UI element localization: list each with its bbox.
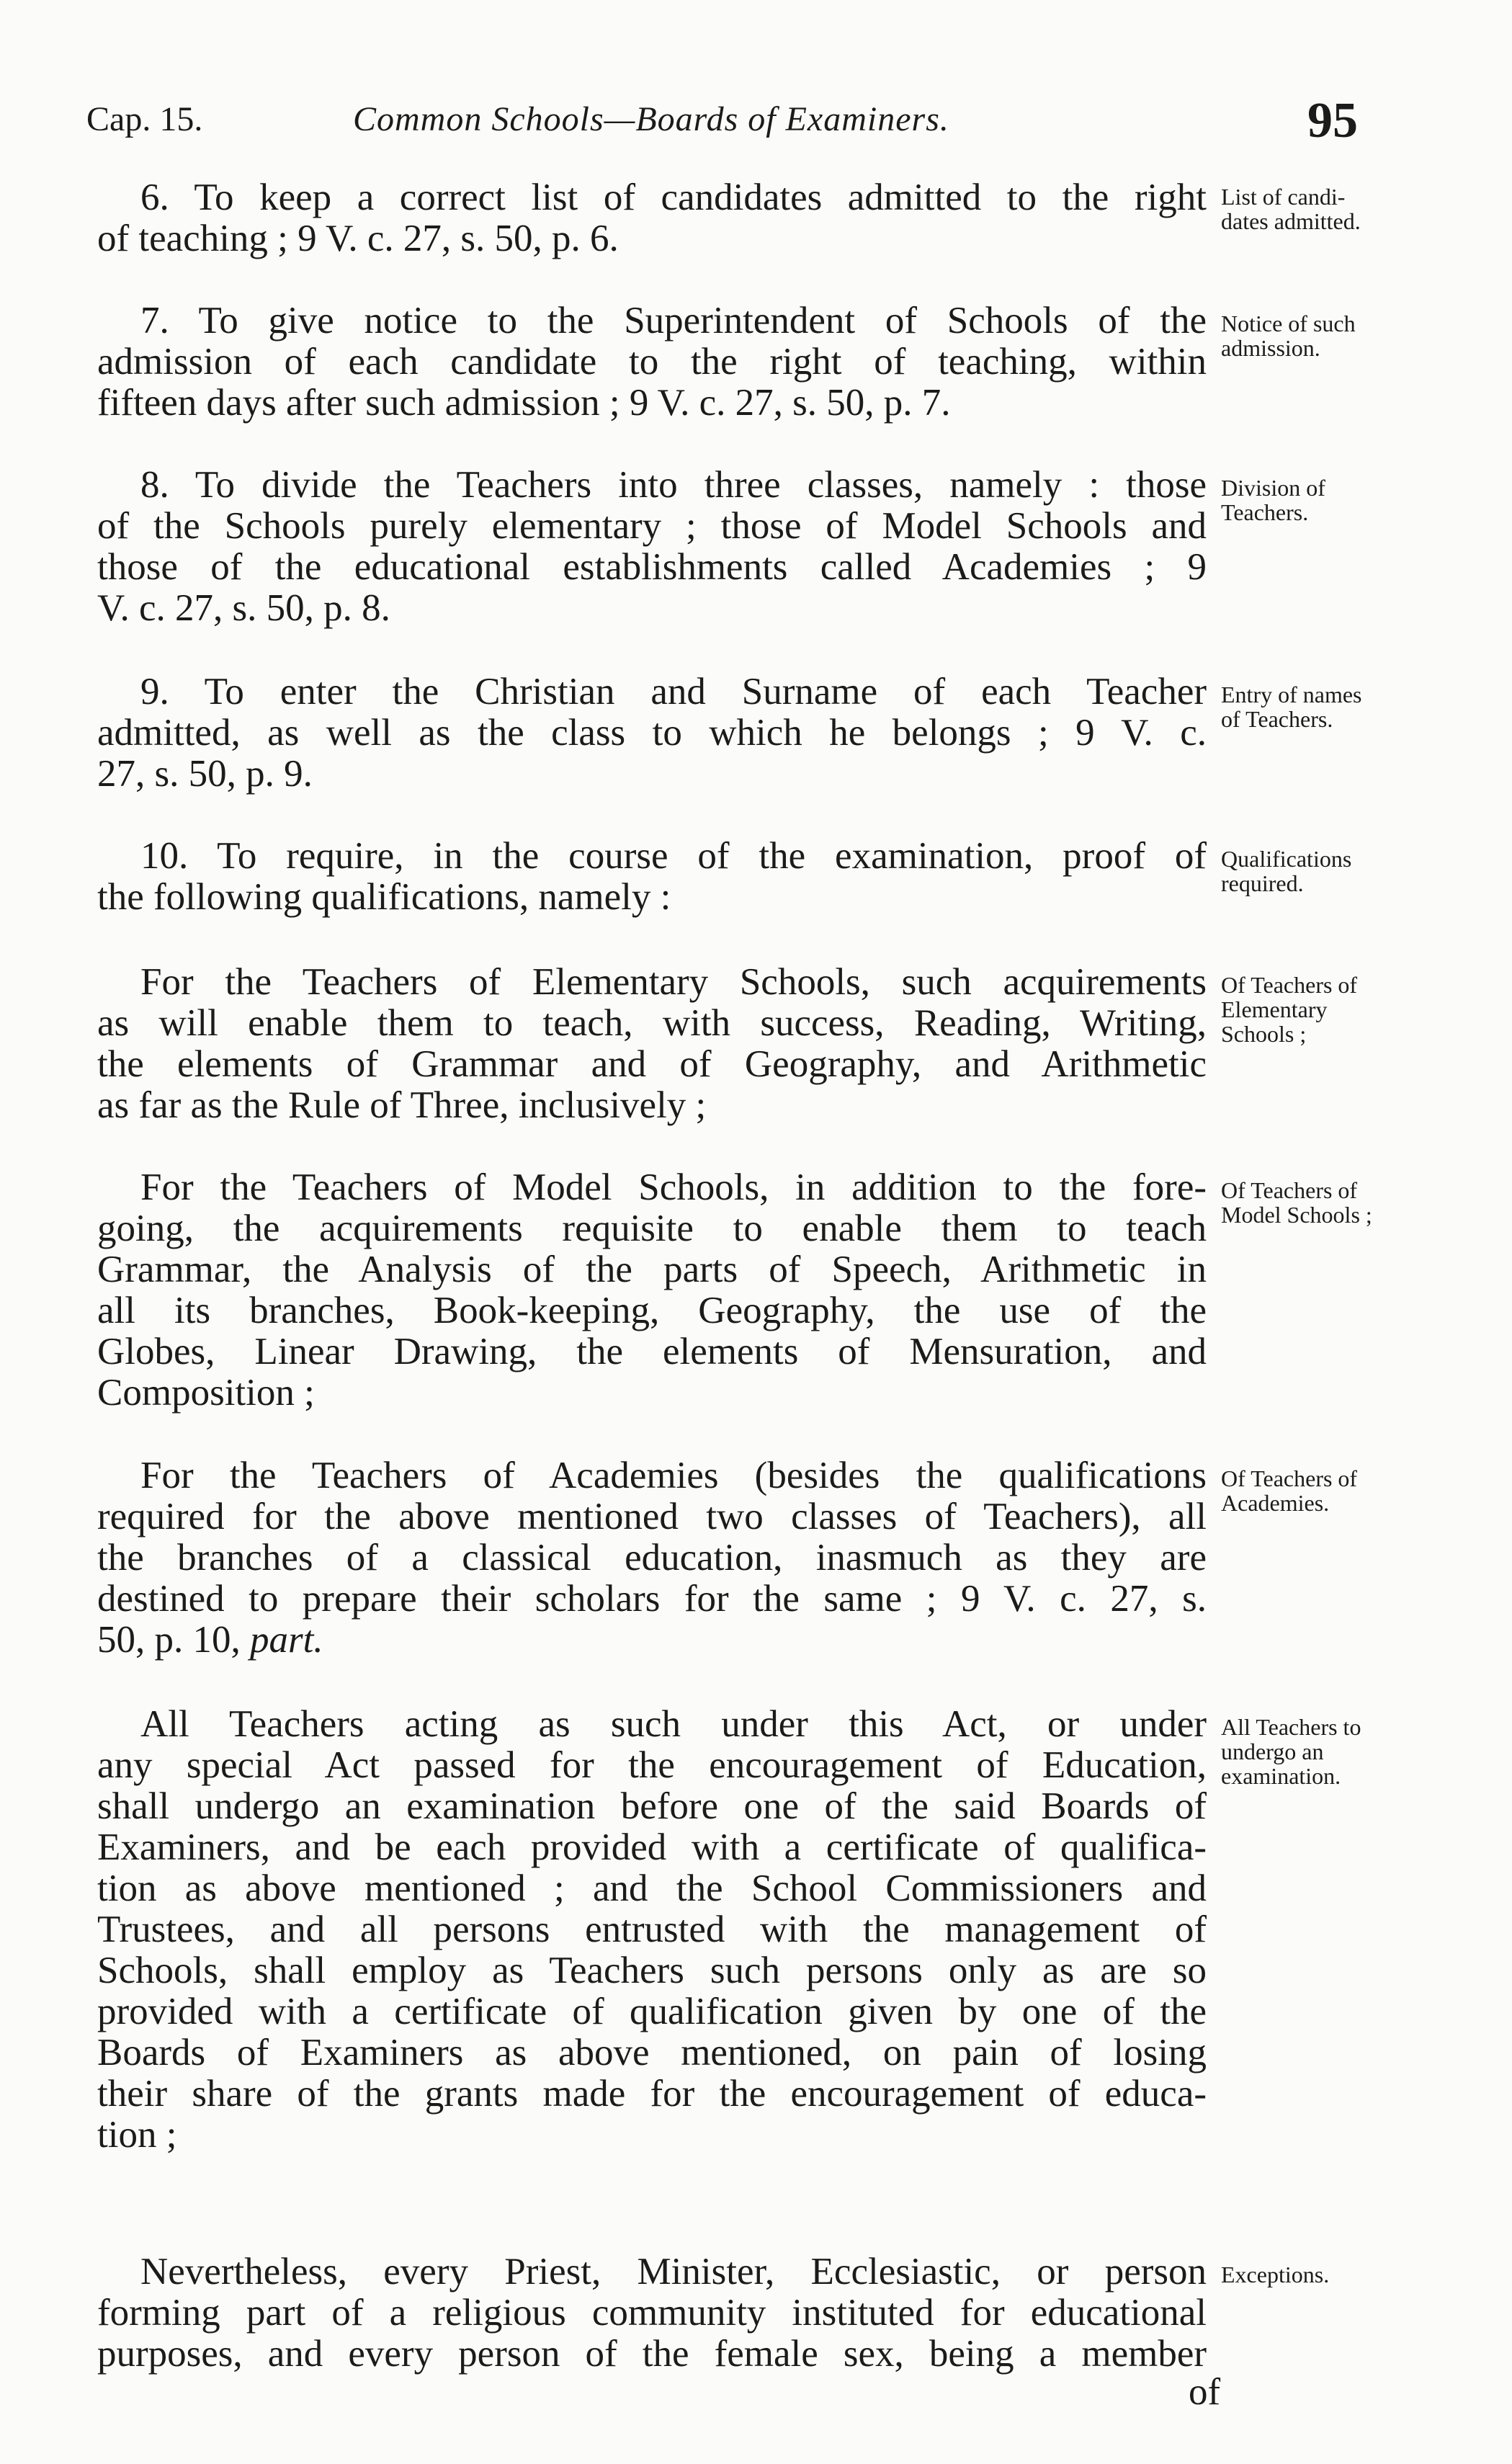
text-line: admission of each candidate to the right of teaching, within bbox=[97, 341, 1207, 383]
running-header bbox=[86, 92, 1419, 157]
margin-note-line: List of candi- bbox=[1221, 184, 1346, 210]
text-line: the following qualifications, namely : bbox=[97, 876, 671, 918]
text-line: For the Teachers of Model Schools, in addition to the fore- bbox=[140, 1166, 1207, 1208]
margin-note-line: examination. bbox=[1221, 1763, 1341, 1789]
text-line: as will enable them to teach, with success, Reading, Writing, bbox=[97, 1002, 1207, 1044]
text-line: 6. To keep a correct list of candidates admitted to the right bbox=[140, 177, 1207, 218]
text-line: the branches of a classical education, inasmuch as they are bbox=[97, 1537, 1207, 1579]
margin-note-line: Of Teachers of bbox=[1221, 1465, 1358, 1491]
running-title: Common Schools—Boards of Examiners. bbox=[353, 100, 949, 138]
text-line: fifteen days after such admission ; 9 V. c. 27, s. 50, p. 7. bbox=[97, 382, 951, 424]
text-line: 27, s. 50, p. 9. bbox=[97, 753, 313, 795]
text-line: Nevertheless, every Priest, Minister, Ecclesiastic, or person bbox=[140, 2251, 1207, 2293]
text-line: destined to prepare their scholars for the same ; 9 V. c. 27, s. bbox=[97, 1578, 1207, 1620]
citation-text: 50, p. 10, bbox=[97, 1619, 250, 1661]
margin-note-list-of-candidates bbox=[1221, 184, 1437, 233]
section-8-paragraph bbox=[97, 465, 1207, 629]
margin-note-line: admission. bbox=[1221, 335, 1320, 361]
text-line: any special Act passed for the encouragement of Education, bbox=[97, 1744, 1207, 1786]
text-line: purposes, and every person of the female sex, being a member bbox=[97, 2333, 1207, 2375]
text-line: Boards of Examiners as above mentioned, on pain of losing bbox=[97, 2032, 1207, 2074]
text-line: provided with a certificate of qualification given by one of the bbox=[97, 1991, 1207, 2032]
text-line: Examiners, and be each provided with a certificate of qualifica- bbox=[97, 1826, 1207, 1868]
margin-note-line: Notice of such bbox=[1221, 311, 1356, 336]
margin-note-line: Qualifications bbox=[1221, 846, 1352, 872]
text-line: as far as the Rule of Three, inclusively ; bbox=[97, 1084, 707, 1126]
text-line bbox=[97, 1620, 1207, 1661]
margin-note-line: All Teachers to bbox=[1221, 1714, 1361, 1740]
margin-note-line: Of Teachers of bbox=[1221, 972, 1358, 998]
text-line: admitted, as well as the class to which he belongs ; 9 V. c. bbox=[97, 712, 1207, 754]
model-schools-paragraph bbox=[97, 1167, 1207, 1414]
text-line: shall undergo an examination before one of the said Boards of bbox=[97, 1785, 1207, 1827]
text-line: Globes, Linear Drawing, the elements of Mensuration, and bbox=[97, 1331, 1207, 1372]
margin-note-line: required. bbox=[1221, 870, 1304, 896]
margin-note-exceptions bbox=[1221, 2262, 1437, 2287]
page-number: 95 bbox=[1307, 93, 1358, 148]
text-line: of teaching ; 9 V. c. 27, s. 50, p. 6. bbox=[97, 218, 619, 259]
margin-note-line: dates admitted. bbox=[1221, 208, 1361, 234]
margin-note-elementary bbox=[1221, 973, 1437, 1046]
text-line: 8. To divide the Teachers into three classes, namely : those bbox=[140, 464, 1207, 506]
text-line: all its branches, Book-keeping, Geography, the use of the bbox=[97, 1290, 1207, 1331]
text-line: V. c. 27, s. 50, p. 8. bbox=[97, 587, 390, 629]
text-line: 10. To require, in the course of the examination, proof of bbox=[140, 835, 1207, 877]
margin-note-line: Division of bbox=[1221, 475, 1325, 501]
margin-note-all-teachers bbox=[1221, 1715, 1437, 1788]
text-line: Composition ; bbox=[97, 1372, 315, 1414]
text-line: Trustees, and all persons entrusted with the management of bbox=[97, 1909, 1207, 1950]
text-line: required for the above mentioned two classes of Teachers), all bbox=[97, 1496, 1207, 1537]
text-line: those of the educational establishments called Academies ; 9 bbox=[97, 546, 1207, 588]
margin-note-line: Exceptions. bbox=[1221, 2262, 1330, 2287]
text-line: going, the acquirements requisite to enable them to teach bbox=[97, 1208, 1207, 1249]
margin-note-line: Schools ; bbox=[1221, 1021, 1307, 1047]
catchword: of bbox=[1189, 2371, 1221, 2413]
text-line: 7. To give notice to the Superintendent of Schools of the bbox=[140, 300, 1207, 342]
text-line: tion ; bbox=[97, 2114, 177, 2156]
text-line: Grammar, the Analysis of the parts of Speech, Arithmetic in bbox=[97, 1249, 1207, 1290]
margin-note-line: Entry of names bbox=[1221, 682, 1362, 707]
text-line: tion as above mentioned ; and the School Commissioners and bbox=[97, 1867, 1207, 1909]
text-line: Schools, shall employ as Teachers such persons only as are so bbox=[97, 1950, 1207, 1991]
margin-note-academies bbox=[1221, 1466, 1437, 1515]
academies-paragraph bbox=[97, 1455, 1207, 1661]
text-line: their share of the grants made for the encouragement of educa- bbox=[97, 2073, 1207, 2115]
section-7-paragraph bbox=[97, 300, 1207, 424]
text-line: of the Schools purely elementary ; those of Model Schools and bbox=[97, 505, 1207, 547]
margin-note-line: undergo an bbox=[1221, 1738, 1324, 1764]
exceptions-paragraph bbox=[97, 2251, 1207, 2375]
margin-note-line: Teachers. bbox=[1221, 499, 1309, 525]
margin-note-notice bbox=[1221, 311, 1437, 360]
margin-note-division bbox=[1221, 476, 1437, 525]
margin-note-line: Academies. bbox=[1221, 1490, 1330, 1516]
margin-note-line: Of Teachers of bbox=[1221, 1177, 1358, 1203]
margin-note-line: Model Schools ; bbox=[1221, 1202, 1372, 1228]
text-line: forming part of a religious community instituted for educational bbox=[97, 2292, 1207, 2334]
citation-part-italic: part. bbox=[250, 1619, 323, 1661]
section-9-paragraph bbox=[97, 671, 1207, 795]
text-line: For the Teachers of Academies (besides the qualifications bbox=[140, 1455, 1207, 1496]
margin-note-entry-of-names bbox=[1221, 682, 1437, 731]
margin-note-line: of Teachers. bbox=[1221, 706, 1333, 732]
section-10-paragraph bbox=[97, 836, 1207, 918]
margin-note-model-schools bbox=[1221, 1178, 1437, 1227]
section-6-paragraph bbox=[97, 177, 1207, 259]
text-line: For the Teachers of Elementary Schools, such acquirements bbox=[140, 961, 1207, 1003]
text-line: All Teachers acting as such under this Act, or under bbox=[140, 1703, 1207, 1745]
elementary-teachers-paragraph bbox=[97, 962, 1207, 1126]
margin-note-qualifications bbox=[1221, 847, 1437, 896]
margin-note-line: Elementary bbox=[1221, 996, 1328, 1022]
text-line: 9. To enter the Christian and Surname of each Teacher bbox=[140, 671, 1207, 713]
all-teachers-paragraph bbox=[97, 1704, 1207, 2156]
chapter-label: Cap. 15. bbox=[86, 100, 203, 138]
text-line: the elements of Grammar and of Geography, and Arithmetic bbox=[97, 1043, 1207, 1085]
